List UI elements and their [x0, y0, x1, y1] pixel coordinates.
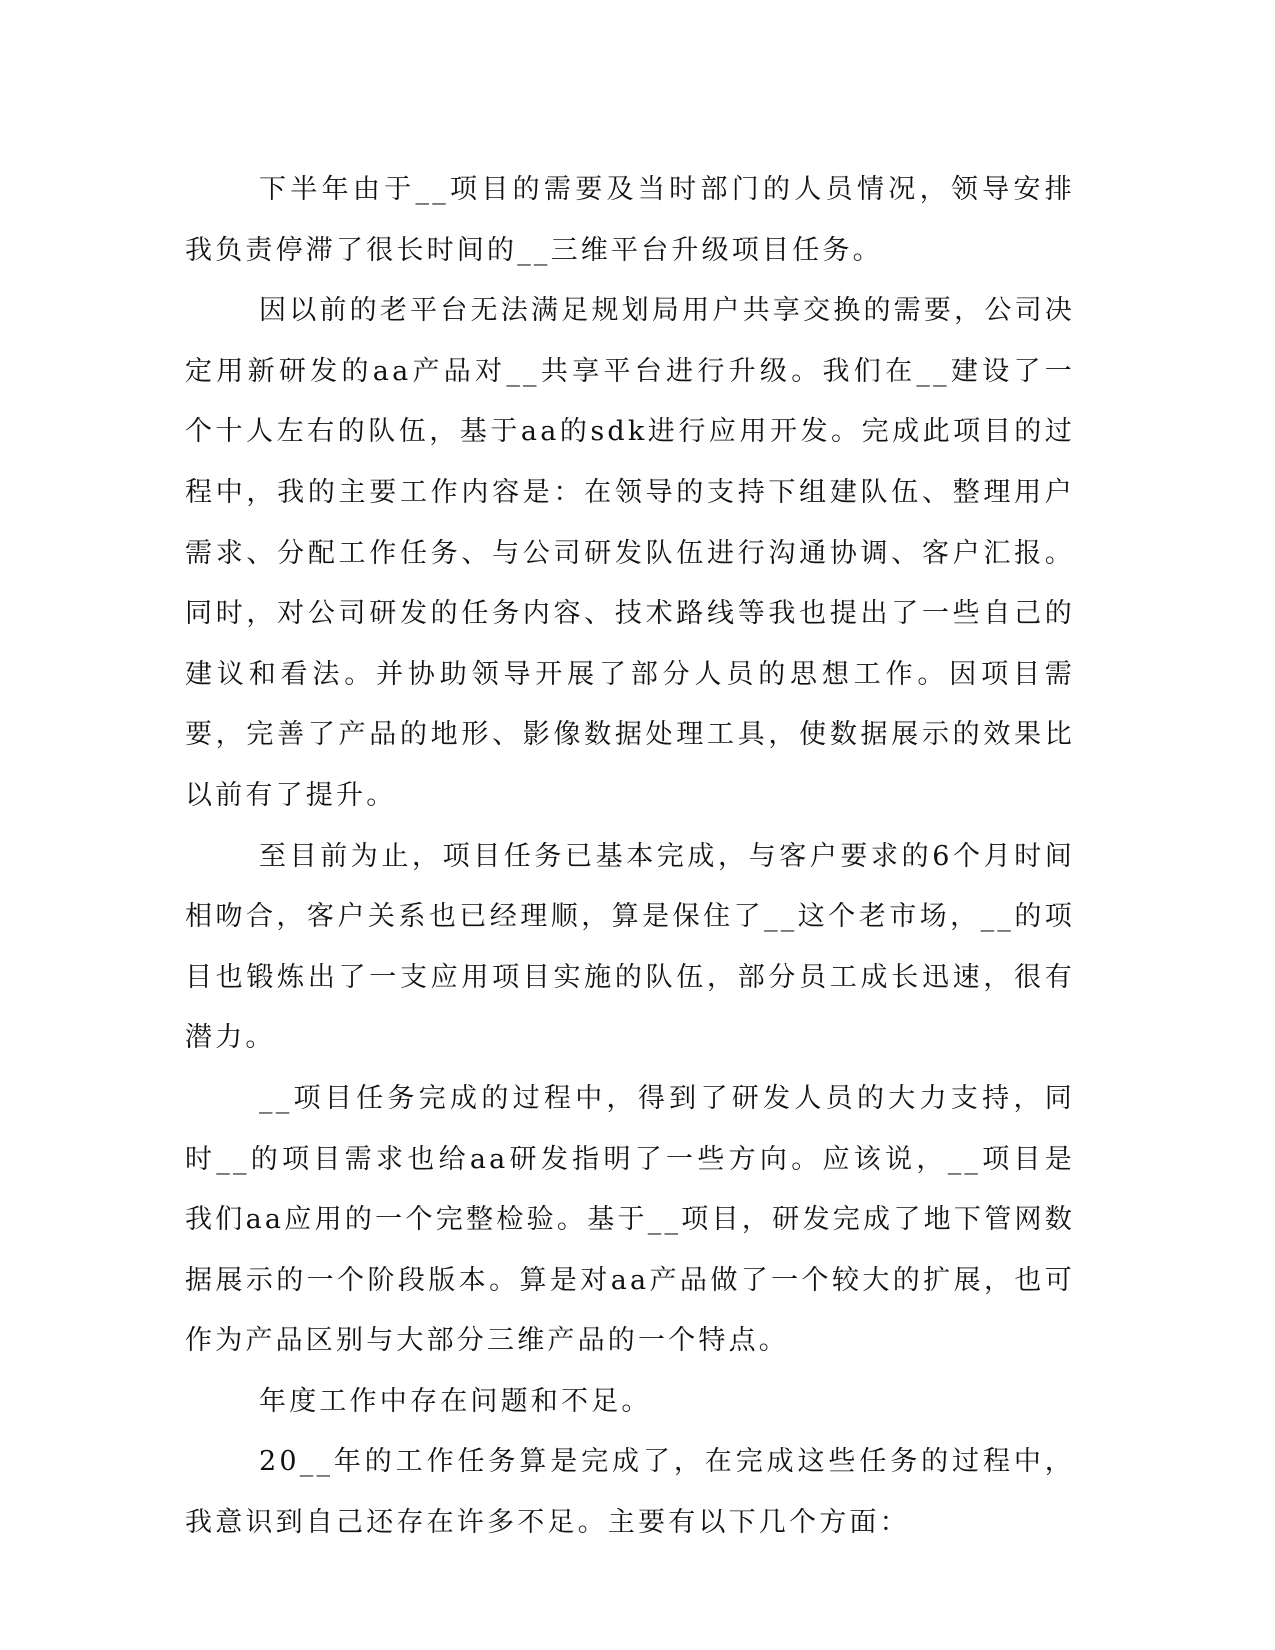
section-heading: 年度工作中存在问题和不足。 [259, 1385, 652, 1417]
paragraph-4: __项目任务完成的过程中，得到了研发人员的大力支持，同时__的项目需求也给aa研发指明了一些方向。应该说，__项目是我们aa应用的一个完整检验。基于__项目，研发完成了地下管网数据展示的一个阶段版本。算是对aa产品做了一个较大的扩展，也可作为产品区别与大部分三维产品的一个特点。 [185, 1082, 1075, 1357]
document-body [185, 160, 1075, 1554]
paragraph-5: 20__年的工作任务算是完成了，在完成这些任务的过程中，我意识到自己还存在许多不足。主要有以下几个方面： [185, 1446, 1075, 1539]
paragraph-2: 因以前的老平台无法满足规划局用户共享交换的需要，公司决定用新研发的aa产品对__共享平台进行升级。我们在__建设了一个十人左右的队伍，基于aa的sdk进行应用开发。完成此项目的过程中，我的主要工作内容是：在领导的支持下组建队伍、整理用户需求、分配工作任务、与公司研发队伍进行沟通协调、客户汇报。同时，对公司研发的任务内容、技术路线等我也提出了一些自己的建议和看法。并协助领导开展了部分人员的思想工作。因项目需要，完善了产品的地形、影像数据处理工具，使数据展示的效果比以前有了提升。 [185, 295, 1075, 811]
paragraph-1: 下半年由于__项目的需要及当时部门的人员情况，领导安排我负责停滞了很长时间的__三维平台升级项目任务。 [185, 174, 1075, 266]
paragraph-3: 至目前为止，项目任务已基本完成，与客户要求的6个月时间相吻合，客户关系也已经理顺，算是保住了__这个老市场，__的项目也锻炼出了一支应用项目实施的队伍，部分员工成长迅速，很有潜力。 [185, 840, 1075, 1054]
